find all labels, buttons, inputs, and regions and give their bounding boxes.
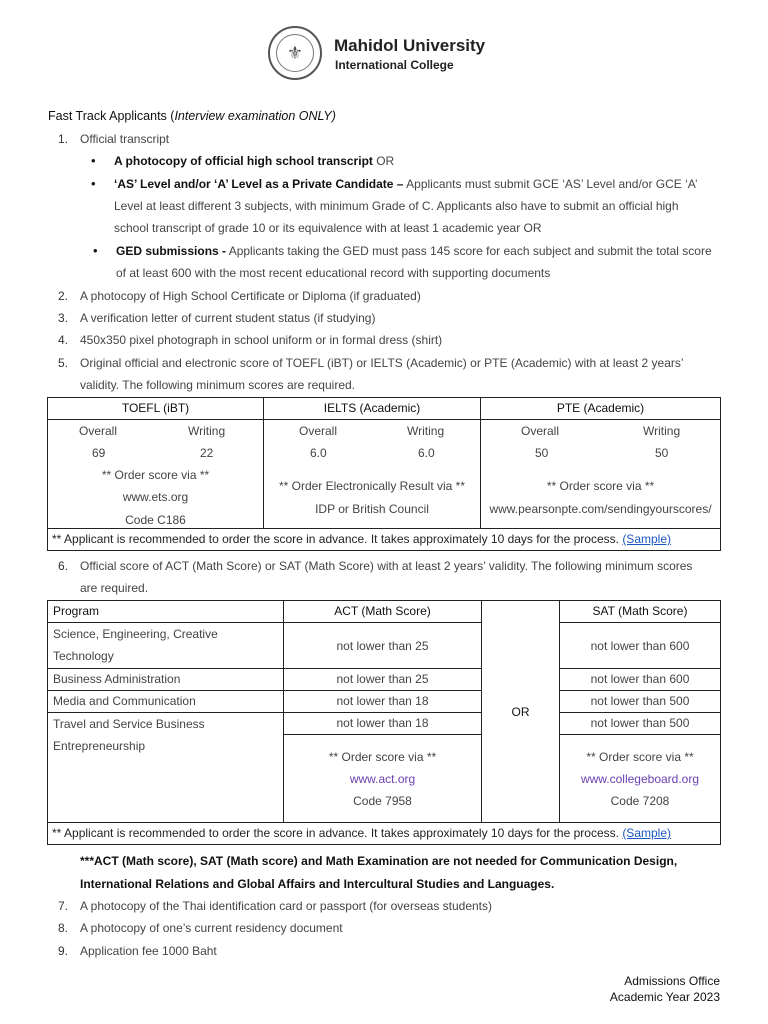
item-number: 9.: [58, 944, 69, 958]
ielts-cell: [264, 420, 481, 529]
item-text: are required.: [80, 581, 149, 595]
ielts-provider: IDP or British Council: [315, 502, 429, 516]
toefl-code: Code C186: [125, 513, 186, 527]
order-note: ** Order score via **: [328, 749, 437, 764]
item-number: 6.: [58, 559, 69, 573]
bullet-text: A photocopy of official high school transcript OR: [114, 154, 395, 168]
table-row: [48, 691, 721, 713]
item-number: 7.: [58, 899, 69, 913]
order-note: ** Order score via **: [586, 749, 694, 764]
writing-label: Writing: [188, 424, 226, 438]
bullet-icon: •: [93, 243, 98, 258]
act-score: not lower than 18: [284, 713, 482, 735]
bullet-text: Level at least different 3 subjects, with minimum Grade of C. Applicants also have to submit an official high: [114, 199, 679, 213]
item-text: 450x350 pixel photograph in school uniform or in formal dress (shirt): [80, 333, 443, 347]
item-text: A photocopy of one’s current residency document: [80, 921, 343, 935]
english-score-table: [47, 397, 721, 551]
pte-link: www.pearsonpte.com/sendingyourscores/: [489, 502, 712, 516]
footer-office: Admissions Office: [624, 974, 720, 988]
act-score: not lower than 25: [284, 623, 482, 669]
item-number: 5.: [58, 356, 69, 370]
table1-note: ** Applicant is recommended to order the score in advance. It takes approximately 10 days for the process. (Sample): [48, 529, 721, 551]
sat-score: not lower than 500: [560, 713, 721, 735]
sample-link[interactable]: (Sample): [622, 826, 671, 840]
act-code: Code 7958: [353, 793, 412, 808]
bullet-icon: •: [91, 153, 96, 168]
order-note: ** Order score via **: [101, 468, 210, 482]
logo: [268, 26, 322, 80]
bullet-text: of at least 600 with the most recent educational record with supporting documents: [116, 266, 551, 280]
act-header: ACT (Math Score): [284, 601, 482, 623]
table-row: [48, 623, 721, 669]
table-row: [48, 669, 721, 691]
overall-label: Overall: [299, 424, 338, 438]
sat-code: Code 7208: [610, 793, 670, 808]
pte-cell: [481, 420, 721, 529]
program-cell: Science, Engineering, Creative Technology: [48, 623, 284, 669]
overall-value: 50: [535, 446, 549, 460]
item-number: 8.: [58, 921, 69, 935]
writing-label: Writing: [643, 424, 681, 438]
sat-score: not lower than 500: [560, 691, 721, 713]
program-cell: Business Administration: [48, 669, 284, 691]
item-text: Original official and electronic score of TOEFL (iBT) or IELTS (Academic) or PTE (Academic) with at least 2 years’: [80, 356, 684, 370]
university-seal-icon: ⚜: [268, 26, 322, 80]
item-text: A verification letter of current student status (if studying): [80, 311, 376, 325]
overall-value: 6.0: [310, 446, 327, 460]
university-name: Mahidol University: [334, 36, 486, 55]
pte-header: PTE (Academic): [481, 398, 721, 420]
program-header: Program: [48, 601, 284, 623]
overall-label: Overall: [79, 424, 118, 438]
sat-order-cell: [560, 735, 721, 823]
or-divider: OR: [482, 601, 560, 823]
math-exemption-note: International Relations and Global Affairs and Intercultural Studies and Languages.: [80, 877, 555, 891]
bullet-text: ‘AS’ Level and/or ‘A’ Level as a Private Candidate – Applicants must submit GCE ‘AS’ Level and/or GCE ‘A’: [114, 177, 698, 191]
table-row: [48, 713, 721, 735]
item-number: 1.: [58, 132, 69, 146]
order-note: ** Order Electronically Result via **: [278, 479, 466, 493]
program-cell: Travel and Service Business Entrepreneurship: [48, 713, 284, 823]
writing-value: 50: [655, 446, 669, 460]
ielts-header: IELTS (Academic): [264, 398, 481, 420]
bullet-text: GED submissions - Applicants taking the GED must pass 145 score for each subject and submit the total score: [116, 244, 712, 258]
bullet-icon: •: [91, 176, 96, 191]
writing-value: 6.0: [418, 446, 435, 460]
item-text: A photocopy of High School Certificate or Diploma (if graduated): [80, 289, 421, 303]
act-link[interactable]: www.act.org: [349, 771, 416, 786]
sample-link[interactable]: (Sample): [622, 532, 671, 546]
act-score: not lower than 25: [284, 669, 482, 691]
item-number: 4.: [58, 333, 69, 347]
math-exemption-note: ***ACT (Math score), SAT (Math score) and Math Examination are not needed for Communication Design,: [80, 854, 678, 868]
program-cell: Media and Communication: [48, 691, 284, 713]
item-text: validity. The following minimum scores are required.: [80, 378, 355, 392]
writing-label: Writing: [407, 424, 445, 438]
toefl-cell: [48, 420, 264, 529]
act-score: not lower than 18: [284, 691, 482, 713]
college-name: International College: [335, 58, 454, 72]
bullet-text: school transcript of grade 10 or its equivalence with at least 1 academic year OR: [114, 221, 542, 235]
math-score-table: [47, 600, 721, 845]
ets-link: www.ets.org: [122, 490, 189, 504]
item-number: 3.: [58, 311, 69, 325]
item-number: 2.: [58, 289, 69, 303]
order-note: ** Order score via **: [546, 479, 655, 493]
collegeboard-link[interactable]: www.collegeboard.org: [580, 771, 700, 786]
item-text: Application fee 1000 Baht: [80, 944, 217, 958]
sat-score: not lower than 600: [560, 669, 721, 691]
toefl-header: TOEFL (iBT): [48, 398, 264, 420]
act-order-cell: [284, 735, 482, 823]
writing-value: 22: [200, 446, 214, 460]
item-text: Official score of ACT (Math Score) or SAT (Math Score) with at least 2 years’ validity. The following minimum scores: [80, 559, 693, 573]
footer-year: Academic Year 2023: [609, 990, 720, 1004]
footer: [610, 973, 720, 1005]
sat-header: SAT (Math Score): [560, 601, 721, 623]
item-text: Official transcript: [80, 132, 170, 146]
overall-label: Overall: [521, 424, 560, 438]
sat-score: not lower than 600: [560, 623, 721, 669]
table2-note: ** Applicant is recommended to order the score in advance. It takes approximately 10 days for the process. (Sample): [48, 823, 721, 845]
overall-value: 69: [92, 446, 106, 460]
item-text: A photocopy of the Thai identification card or passport (for overseas students): [80, 899, 493, 913]
section-title: Fast Track Applicants (Interview examination ONLY): [48, 109, 336, 123]
